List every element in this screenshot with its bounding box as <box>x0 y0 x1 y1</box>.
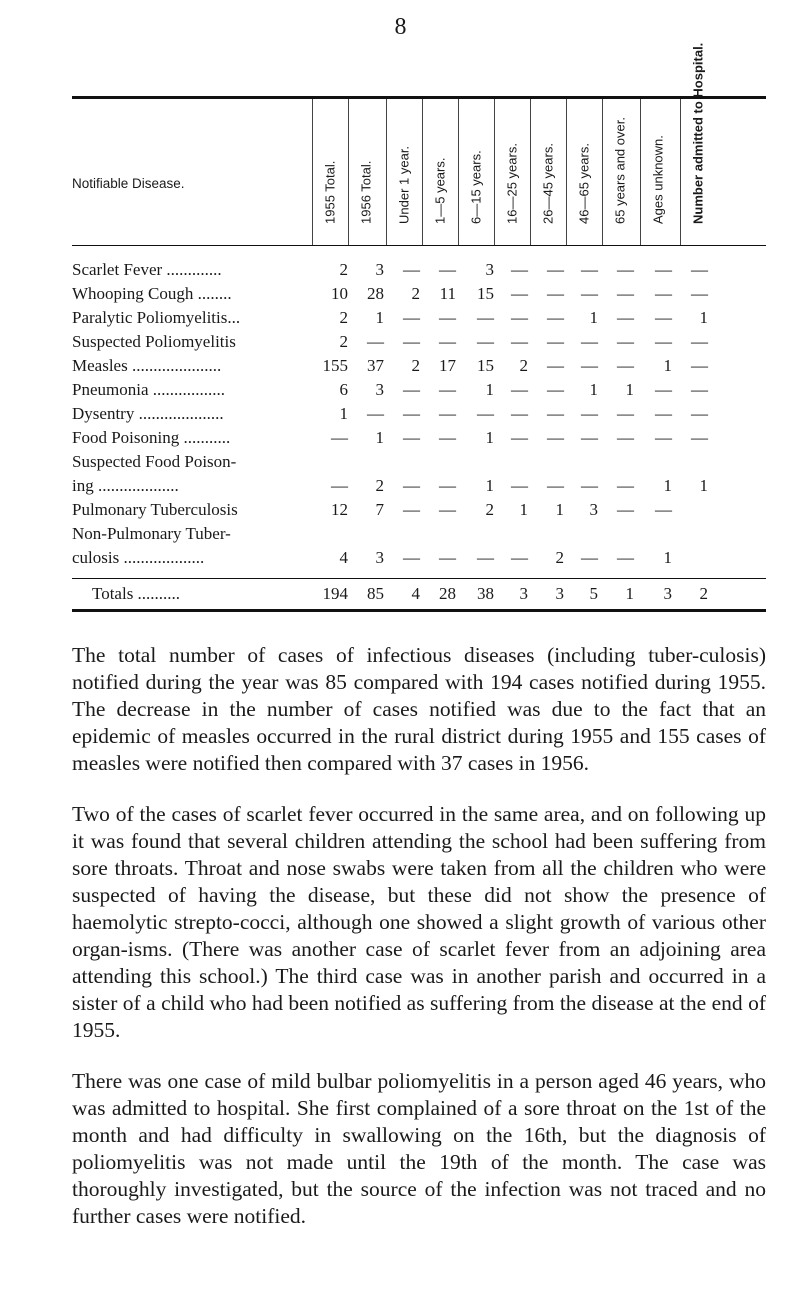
table-cell: — <box>403 332 420 351</box>
disease-name-line: Paralytic Poliomyelitis... <box>72 308 241 327</box>
disease-name-line: Measles ..................... <box>72 356 222 375</box>
table-cell: — <box>655 428 672 447</box>
totals-cell: 3 <box>555 584 564 603</box>
column-header <box>537 99 559 239</box>
table-header <box>72 42 766 245</box>
table-cell: — <box>403 308 420 327</box>
table-totals-row <box>72 579 766 609</box>
table-cell: — <box>691 380 708 399</box>
table-cell: 1 <box>699 308 708 327</box>
disease-name-line: Scarlet Fever ............. <box>72 260 222 279</box>
table-cell: — <box>655 500 672 519</box>
disease-name <box>72 354 312 378</box>
table-cell: — <box>691 356 708 375</box>
table-cell: 3 <box>485 260 494 279</box>
paragraph-3: There was one case of mild bulbar poliomyelitis in a person aged 46 years, who was admitted to hospital. She first complained of a sore throat on the 1st of the month and had difficulty in swallowing on the 16th, but the diagnosis of poliomyelitis was not made until the 19th of the month. The case was thoroughly investigated, but the source of the infection was not traced and no further cases were notified. <box>72 1069 766 1228</box>
disease-name <box>72 450 312 498</box>
column-header-label: 46—65 years. <box>576 143 592 224</box>
table-cell: 3 <box>589 500 598 519</box>
table-cell: 2 <box>339 332 348 351</box>
table-cell: 3 <box>375 380 384 399</box>
table-cell: — <box>511 548 528 567</box>
column-header-label: 65 years and over. <box>612 117 628 224</box>
disease-name-line: Pneumonia ................. <box>72 380 225 399</box>
column-header-label: 1—5 years. <box>432 157 448 224</box>
column-divider <box>602 99 603 245</box>
table-cell: — <box>617 500 634 519</box>
table-cell: — <box>581 404 598 423</box>
table-row <box>72 330 766 354</box>
disease-name-line: Dysentry .................... <box>72 404 224 423</box>
column-header <box>647 99 669 239</box>
table-cell: 2 <box>411 356 420 375</box>
table-cell: — <box>617 260 634 279</box>
table-cell: — <box>439 548 456 567</box>
table-row <box>72 378 766 402</box>
column-header <box>429 99 451 239</box>
table-cell: — <box>655 308 672 327</box>
totals-cell: 5 <box>589 584 598 603</box>
table-cell: 7 <box>375 500 384 519</box>
table-cell: — <box>617 332 634 351</box>
table-cell: — <box>581 476 598 495</box>
column-divider <box>386 99 387 245</box>
table-cell: — <box>691 260 708 279</box>
totals-cell: 85 <box>367 584 384 603</box>
column-header-label: 1955 Total. <box>322 160 338 224</box>
table-row <box>72 426 766 450</box>
table-cell: 1 <box>375 308 384 327</box>
disease-name-line: Food Poisoning ........... <box>72 428 231 447</box>
table-cell: — <box>617 308 634 327</box>
table-bottom-rule <box>72 609 766 612</box>
column-header-label: Under 1 year. <box>396 145 412 224</box>
column-header-label: 26—45 years. <box>540 143 556 224</box>
table-cell: — <box>511 260 528 279</box>
table-row <box>72 498 766 522</box>
column-header <box>609 99 631 239</box>
column-divider <box>312 99 313 245</box>
table-cell: — <box>367 404 384 423</box>
disease-name-line: Suspected Food Poison- <box>72 452 237 471</box>
table-cell: 3 <box>375 260 384 279</box>
table-cell: — <box>547 428 564 447</box>
disease-name-line: culosis ................... <box>72 548 205 567</box>
column-header <box>465 99 487 239</box>
table-cell: — <box>617 548 634 567</box>
page-number: 8 <box>394 14 407 40</box>
table-cell: 2 <box>519 356 528 375</box>
table-cell: — <box>691 428 708 447</box>
table-cell: 17 <box>439 356 456 375</box>
table-cell: — <box>439 260 456 279</box>
column-header-label: Number admitted to Hospital. <box>690 42 706 224</box>
table-cell: — <box>655 380 672 399</box>
table-cell: 2 <box>375 476 384 495</box>
table-cell: — <box>403 428 420 447</box>
column-header <box>687 42 709 239</box>
table-cell: 1 <box>625 380 634 399</box>
table-cell: — <box>439 308 456 327</box>
table-cell: — <box>547 476 564 495</box>
totals-cell: 2 <box>699 584 708 603</box>
totals-cell: 38 <box>477 584 494 603</box>
table-cell: 1 <box>339 404 348 423</box>
table-cell: — <box>403 260 420 279</box>
paragraph-1: The total number of cases of infectious diseases (including tuber-culosis) notified during the year was 85 compared with 194 cases notified during 1955. The decrease in the number of cases notified was due to the fact that an epidemic of measles occurred in the rural district during 1955 and 155 cases of measles were notified then compared with 37 cases in 1956. <box>72 643 766 775</box>
disease-name <box>72 402 312 426</box>
table-cell: 1 <box>663 356 672 375</box>
table-cell: — <box>581 356 598 375</box>
table-body <box>72 246 766 578</box>
totals-cell: 1 <box>625 584 634 603</box>
table-cell: 1 <box>519 500 528 519</box>
column-header-label: Ages unknown. <box>650 135 666 224</box>
column-divider <box>422 99 423 245</box>
table-row <box>72 258 766 282</box>
disease-name <box>72 330 312 354</box>
column-divider <box>680 99 681 245</box>
disease-column-header: Notifiable Disease. <box>72 176 185 191</box>
totals-label: Totals .......... <box>92 584 181 603</box>
column-divider <box>348 99 349 245</box>
table-cell: — <box>439 428 456 447</box>
table-cell: — <box>691 284 708 303</box>
disease-name-line: Non-Pulmonary Tuber- <box>72 524 231 543</box>
table-cell: 1 <box>485 380 494 399</box>
table-cell: — <box>331 476 348 495</box>
table-cell: — <box>691 332 708 351</box>
disease-name-line: Whooping Cough ........ <box>72 284 232 303</box>
table-cell: — <box>655 284 672 303</box>
paragraph-2: Two of the cases of scarlet fever occurred in the same area, and on following up it was found that several children attending the school had been suffering from sore throats. Throat and nose swabs were taken from all the children who were suspected of having the disease, but these did not show the presence of haemolytic strepto-cocci, although one showed a slight growth of various other organ-isms. (There was another case of scarlet fever from an adjoining area attending this school.) The third case was in another parish and occurred in a sister of a child who had been notified as suffering from the disease at the end of 1955. <box>72 802 766 1042</box>
table-cell: — <box>655 260 672 279</box>
table-cell: — <box>547 308 564 327</box>
table-cell: 4 <box>339 548 348 567</box>
table-cell: — <box>511 428 528 447</box>
table-cell: — <box>439 404 456 423</box>
table-cell: — <box>403 476 420 495</box>
table-row <box>72 282 766 306</box>
table-cell: — <box>617 476 634 495</box>
column-header <box>501 99 523 239</box>
totals-cell: 3 <box>519 584 528 603</box>
disease-name-line: Suspected Poliomyelitis <box>72 332 236 351</box>
table-cell: — <box>511 476 528 495</box>
column-header <box>393 99 415 239</box>
table-cell: — <box>439 380 456 399</box>
column-header <box>319 99 341 239</box>
table-cell: 1 <box>589 380 598 399</box>
notifiable-disease-table <box>72 42 766 612</box>
disease-name-line: ing ................... <box>72 476 179 495</box>
table-cell: 37 <box>367 356 384 375</box>
table-cell: — <box>547 356 564 375</box>
table-cell: — <box>617 356 634 375</box>
table-cell: 2 <box>485 500 494 519</box>
totals-cell: 194 <box>322 584 348 603</box>
column-divider <box>530 99 531 245</box>
column-divider <box>566 99 567 245</box>
totals-cell: 3 <box>663 584 672 603</box>
column-header-label: 1956 Total. <box>358 160 374 224</box>
table-cell: — <box>477 308 494 327</box>
column-header <box>573 99 595 239</box>
table-cell: 6 <box>339 380 348 399</box>
disease-name <box>72 306 312 330</box>
disease-name <box>72 426 312 450</box>
table-cell: — <box>581 284 598 303</box>
table-cell: — <box>403 380 420 399</box>
table-cell: — <box>403 404 420 423</box>
table-cell: 11 <box>439 284 456 303</box>
column-header-label: 16—25 years. <box>504 143 520 224</box>
table-cell: — <box>331 428 348 447</box>
table-cell: — <box>581 428 598 447</box>
table-cell: — <box>439 500 456 519</box>
column-divider <box>640 99 641 245</box>
table-cell: — <box>367 332 384 351</box>
column-header-label: 6—15 years. <box>468 150 484 224</box>
totals-cell: 28 <box>439 584 456 603</box>
table-cell: — <box>511 308 528 327</box>
table-cell: — <box>617 428 634 447</box>
table-cell: 1 <box>699 476 708 495</box>
disease-name <box>72 522 312 570</box>
table-cell: — <box>403 548 420 567</box>
table-cell: — <box>547 284 564 303</box>
table-cell: — <box>655 332 672 351</box>
table-cell: 1 <box>663 548 672 567</box>
table-row <box>72 402 766 426</box>
table-cell: 2 <box>339 260 348 279</box>
table-cell: — <box>581 260 598 279</box>
table-cell: 2 <box>411 284 420 303</box>
table-cell: — <box>439 332 456 351</box>
table-cell: — <box>477 332 494 351</box>
table-row <box>72 522 766 570</box>
table-cell: — <box>511 404 528 423</box>
table-cell: 12 <box>331 500 348 519</box>
column-divider <box>494 99 495 245</box>
table-cell: 1 <box>485 428 494 447</box>
table-cell: 15 <box>477 284 494 303</box>
disease-name <box>72 282 312 306</box>
table-cell: — <box>477 404 494 423</box>
table-cell: — <box>439 476 456 495</box>
table-cell: 2 <box>339 308 348 327</box>
disease-name <box>72 498 312 522</box>
table-cell: 1 <box>589 308 598 327</box>
table-cell: — <box>547 260 564 279</box>
table-cell: 10 <box>331 284 348 303</box>
table-cell: 3 <box>375 548 384 567</box>
table-row <box>72 306 766 330</box>
table-cell: — <box>691 404 708 423</box>
disease-name <box>72 258 312 282</box>
table-cell: — <box>655 404 672 423</box>
table-cell: — <box>617 284 634 303</box>
table-cell: 1 <box>485 476 494 495</box>
table-cell: — <box>547 332 564 351</box>
table-cell: — <box>581 332 598 351</box>
disease-name <box>72 378 312 402</box>
table-cell: 1 <box>375 428 384 447</box>
table-cell: — <box>581 548 598 567</box>
table-cell: — <box>477 548 494 567</box>
table-cell: 15 <box>477 356 494 375</box>
table-cell: — <box>511 284 528 303</box>
table-row <box>72 354 766 378</box>
table-cell: — <box>547 380 564 399</box>
table-cell: — <box>617 404 634 423</box>
body-text <box>72 642 766 1254</box>
table-cell: 155 <box>322 356 348 375</box>
disease-name-line: Pulmonary Tuberculosis <box>72 500 238 519</box>
table-cell: 28 <box>367 284 384 303</box>
table-cell: 1 <box>555 500 564 519</box>
table-row <box>72 450 766 498</box>
table-cell: — <box>511 380 528 399</box>
column-divider <box>458 99 459 245</box>
table-cell: — <box>547 404 564 423</box>
table-cell: 1 <box>663 476 672 495</box>
table-cell: — <box>511 332 528 351</box>
column-header <box>355 99 377 239</box>
totals-cell: 4 <box>411 584 420 603</box>
table-cell: 2 <box>555 548 564 567</box>
table-cell: — <box>403 500 420 519</box>
